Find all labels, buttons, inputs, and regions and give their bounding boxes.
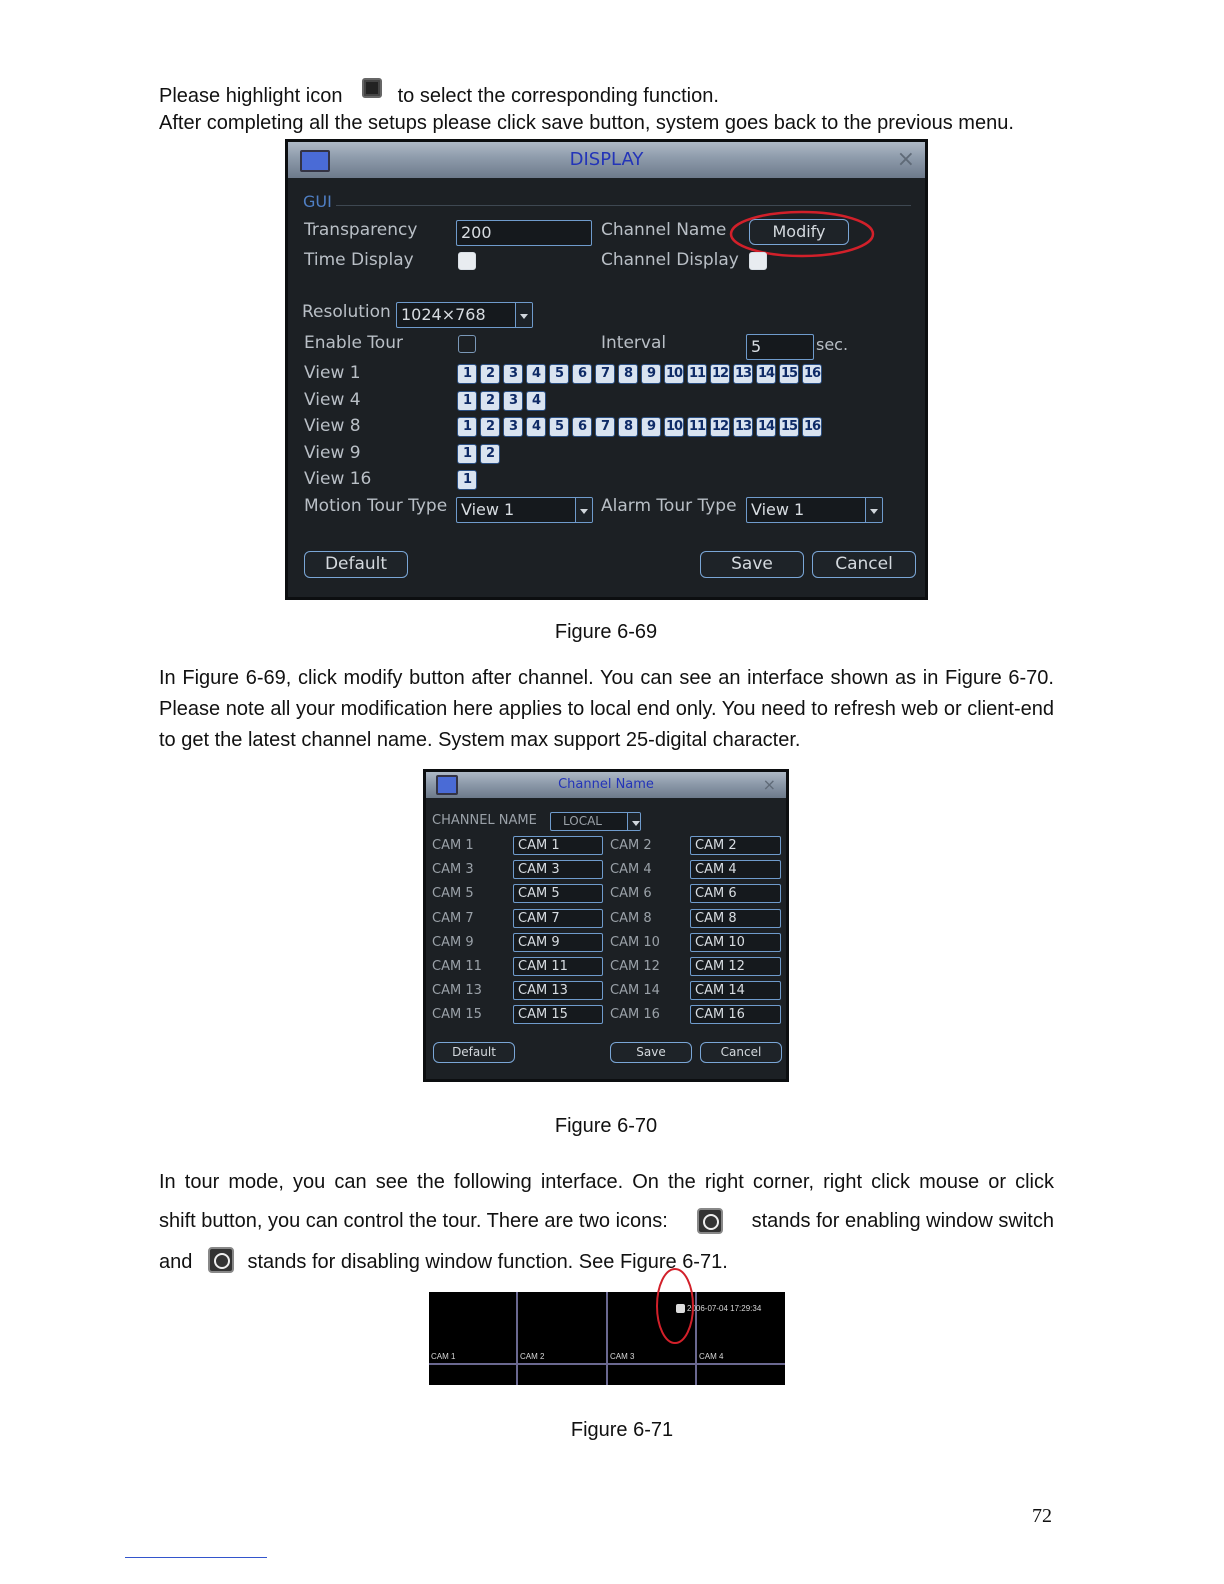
motion-tour-value: View 1 [461,500,515,519]
view-channel-button[interactable]: 5 [549,417,569,437]
cam-name-input[interactable]: CAM 10 [690,933,781,952]
cancel-button[interactable]: Cancel [812,551,916,578]
view-channel-button[interactable]: 12 [710,364,730,384]
footnote-rule [125,1557,267,1558]
cam-label: CAM 12 [610,959,660,974]
square-icon [362,78,382,98]
cam-label: CAM 3 [432,862,474,878]
view-channel-button[interactable]: 2 [480,391,500,411]
cam-name-input[interactable]: CAM 7 [513,909,603,928]
paragraph-2-text-b: stands for enabling window switch [751,1210,1054,1232]
channel-display-checkbox[interactable] [749,252,767,270]
view-channel-button[interactable]: 1 [457,391,477,411]
channel-name-select-label: CHANNEL NAME [432,813,537,828]
cam-name-input[interactable]: CAM 13 [513,981,603,1000]
view-channel-button[interactable]: 1 [457,444,477,464]
view-channel-button[interactable]: 13 [733,364,753,384]
view-channel-button[interactable]: 6 [572,364,592,384]
display-dialog [285,139,928,600]
view-channel-button[interactable]: 2 [480,417,500,437]
tour-enable-icon [697,1208,723,1234]
channel-display-label: Channel Display [601,250,739,270]
view-channel-button[interactable]: 10 [664,417,684,437]
chevron-down-icon [627,813,640,830]
tour-disable-icon [208,1247,234,1273]
cam-label: CAM 11 [432,959,482,974]
cam-name-input[interactable]: CAM 5 [513,884,603,903]
cam-name-input[interactable]: CAM 1 [513,836,603,855]
tour-cam-label: CAM 4 [699,1352,724,1361]
cam-label: CAM 2 [610,838,652,853]
cam-name-input[interactable]: CAM 6 [690,884,781,903]
paragraph-1: In Figure 6-69, click modify button after channel. You can see an interface shown as in Figure 6-70. Please note all your modification here applies to local end only. You need to refresh web or client-end to get the latest channel name. System max support 25-digital character. [159,667,1054,751]
channel-default-button[interactable]: Default [433,1042,515,1063]
tour-cam-label: CAM 2 [520,1352,545,1361]
tour-timestamp: 2006-07-04 17:29:34 [687,1304,762,1313]
channel-name-dialog [423,769,789,1082]
gui-section-label: GUI [303,192,332,211]
cam-label: CAM 5 [432,886,474,902]
view-row-label: View 8 [304,416,361,436]
resolution-label: Resolution [302,302,391,322]
cam-name-input[interactable]: CAM 16 [690,1005,781,1024]
intro-line-1 [159,78,719,108]
cam-name-input[interactable]: CAM 3 [513,860,603,879]
cam-name-input[interactable]: CAM 4 [690,860,781,879]
cam-name-input[interactable]: CAM 9 [513,933,603,952]
view-channel-button[interactable]: 12 [710,417,730,437]
transparency-label: Transparency [304,220,418,240]
resolution-value: 1024×768 [401,305,486,324]
view-channel-button[interactable]: 3 [503,417,523,437]
channel-cancel-button[interactable]: Cancel [700,1042,782,1063]
page-number: 72 [1032,1505,1052,1527]
alarm-tour-select[interactable] [746,497,883,523]
display-title: DISPLAY [569,149,644,170]
interval-input[interactable]: 5 [746,334,814,360]
view-channel-button[interactable]: 11 [687,364,707,384]
view-channel-button[interactable]: 16 [802,417,822,437]
paragraph-2-line-3 [159,1247,728,1274]
intro-text-a: Please highlight icon [159,85,343,107]
cam-label: CAM 7 [432,910,474,926]
cam-name-input[interactable]: CAM 8 [690,909,781,928]
view-channel-button[interactable]: 2 [480,444,500,464]
channel-name-label: Channel Name [601,220,727,240]
figure-caption-6-69: Figure 6-69 [554,621,658,643]
view-channel-buttons [457,417,822,437]
view-row-label: View 4 [304,390,361,410]
view-channel-button[interactable]: 15 [779,417,799,437]
modify-button[interactable]: Modify [749,219,849,245]
view-channel-button[interactable]: 8 [618,364,638,384]
cam-label: CAM 6 [610,886,652,902]
figure-caption-6-70: Figure 6-70 [554,1115,658,1137]
view-channel-button[interactable]: 11 [687,417,707,437]
cam-name-input[interactable]: CAM 14 [690,981,781,1000]
cam-label: CAM 13 [432,983,482,999]
view-channel-button[interactable]: 10 [664,364,684,384]
motion-tour-select[interactable] [456,497,593,523]
channel-save-button[interactable]: Save [610,1042,692,1063]
paragraph-2-line-1: In tour mode, you can see the following interface. On the right corner, right click mouse or click [159,1171,1054,1193]
close-icon[interactable]: × [896,147,915,172]
alarm-tour-label: Alarm Tour Type [601,496,737,516]
paragraph-2-text-c: and [159,1251,193,1273]
resolution-select[interactable] [396,302,533,328]
view-channel-button[interactable]: 9 [641,417,661,437]
interval-label: Interval [601,333,667,353]
tour-highlight-ellipse [653,1266,697,1346]
motion-tour-label: Motion Tour Type [304,496,448,516]
sec-label: sec. [816,335,849,354]
channel-name-select-value: LOCAL [563,814,602,828]
channel-title-bar [426,772,786,798]
enable-tour-checkbox[interactable] [458,335,476,353]
section-divider [336,205,911,206]
view-channel-button[interactable]: 3 [503,364,523,384]
view-channel-button[interactable]: 2 [480,364,500,384]
view-channel-button[interactable]: 8 [618,417,638,437]
view-row-label: View 1 [304,363,361,383]
view-channel-buttons [457,470,477,490]
figure-caption-6-71: Figure 6-71 [570,1419,674,1441]
time-display-label: Time Display [304,250,414,270]
view-channel-button[interactable]: 13 [733,417,753,437]
tile-divider [516,1292,518,1385]
time-display-checkbox[interactable] [458,252,476,270]
view-channel-button[interactable]: 14 [756,417,776,437]
view-row-label: View 16 [304,469,372,489]
display-title-bar [288,142,925,178]
view-channel-buttons [457,364,822,384]
save-button[interactable]: Save [700,551,804,578]
view-channel-button[interactable]: 4 [526,364,546,384]
display-dialog-icon [300,150,330,172]
view-channel-button[interactable]: 6 [572,417,592,437]
channel-name-select[interactable] [550,812,641,831]
view-channel-button[interactable]: 14 [756,364,776,384]
tile-divider [606,1292,608,1385]
view-channel-button[interactable]: 3 [503,391,523,411]
cam-label: CAM 4 [610,862,652,878]
intro-line-2: After completing all the setups please click save button, system goes back to the previous menu. [159,112,1014,134]
cam-label: CAM 16 [610,1007,660,1023]
tour-cam-label: CAM 1 [431,1352,456,1361]
view-channel-button[interactable]: 5 [549,364,569,384]
view-channel-button[interactable]: 4 [526,417,546,437]
view-channel-button[interactable]: 15 [779,364,799,384]
view-channel-button[interactable]: 1 [457,470,477,490]
paragraph-2-text-a: shift button, you can control the tour. There are two icons: [159,1210,668,1232]
view-channel-button[interactable]: 7 [595,364,615,384]
view-row-label: View 9 [304,443,361,463]
cam-label: CAM 1 [432,838,474,853]
alarm-tour-value: View 1 [751,500,805,519]
view-channel-button[interactable]: 9 [641,364,661,384]
paragraph-2-line-2 [159,1208,1054,1234]
cam-name-input[interactable]: CAM 12 [690,957,781,976]
cam-label: CAM 14 [610,983,660,999]
tile-divider-horizontal [429,1363,785,1365]
channel-title: Channel Name [558,777,654,792]
cam-label: CAM 15 [432,1007,482,1023]
chevron-down-icon [515,303,532,327]
chevron-down-icon [575,498,592,522]
cam-name-input[interactable]: CAM 11 [513,957,603,976]
cam-label: CAM 9 [432,934,474,950]
cam-name-input[interactable]: CAM 15 [513,1005,603,1024]
chevron-down-icon [865,498,882,522]
cam-label: CAM 8 [610,910,652,926]
view-channel-buttons [457,444,500,464]
view-channel-button[interactable]: 7 [595,417,615,437]
transparency-input[interactable]: 200 [456,220,592,246]
paragraph-2-text-d: stands for disabling window function. See Figure 6-71. [247,1251,728,1273]
tour-preview [429,1292,785,1385]
cam-label: CAM 10 [610,934,660,950]
close-icon[interactable]: × [762,775,776,794]
intro-text-b: to select the corresponding function. [397,85,719,107]
cam-name-input[interactable]: CAM 2 [690,836,781,855]
view-channel-button[interactable]: 16 [802,364,822,384]
channel-dialog-icon [436,775,458,795]
view-channel-button[interactable]: 1 [457,417,477,437]
view-channel-button[interactable]: 4 [526,391,546,411]
tour-cam-label: CAM 3 [610,1352,635,1361]
enable-tour-label: Enable Tour [304,333,403,353]
default-button[interactable]: Default [304,551,408,578]
view-channel-button[interactable]: 1 [457,364,477,384]
view-channel-buttons [457,391,546,411]
